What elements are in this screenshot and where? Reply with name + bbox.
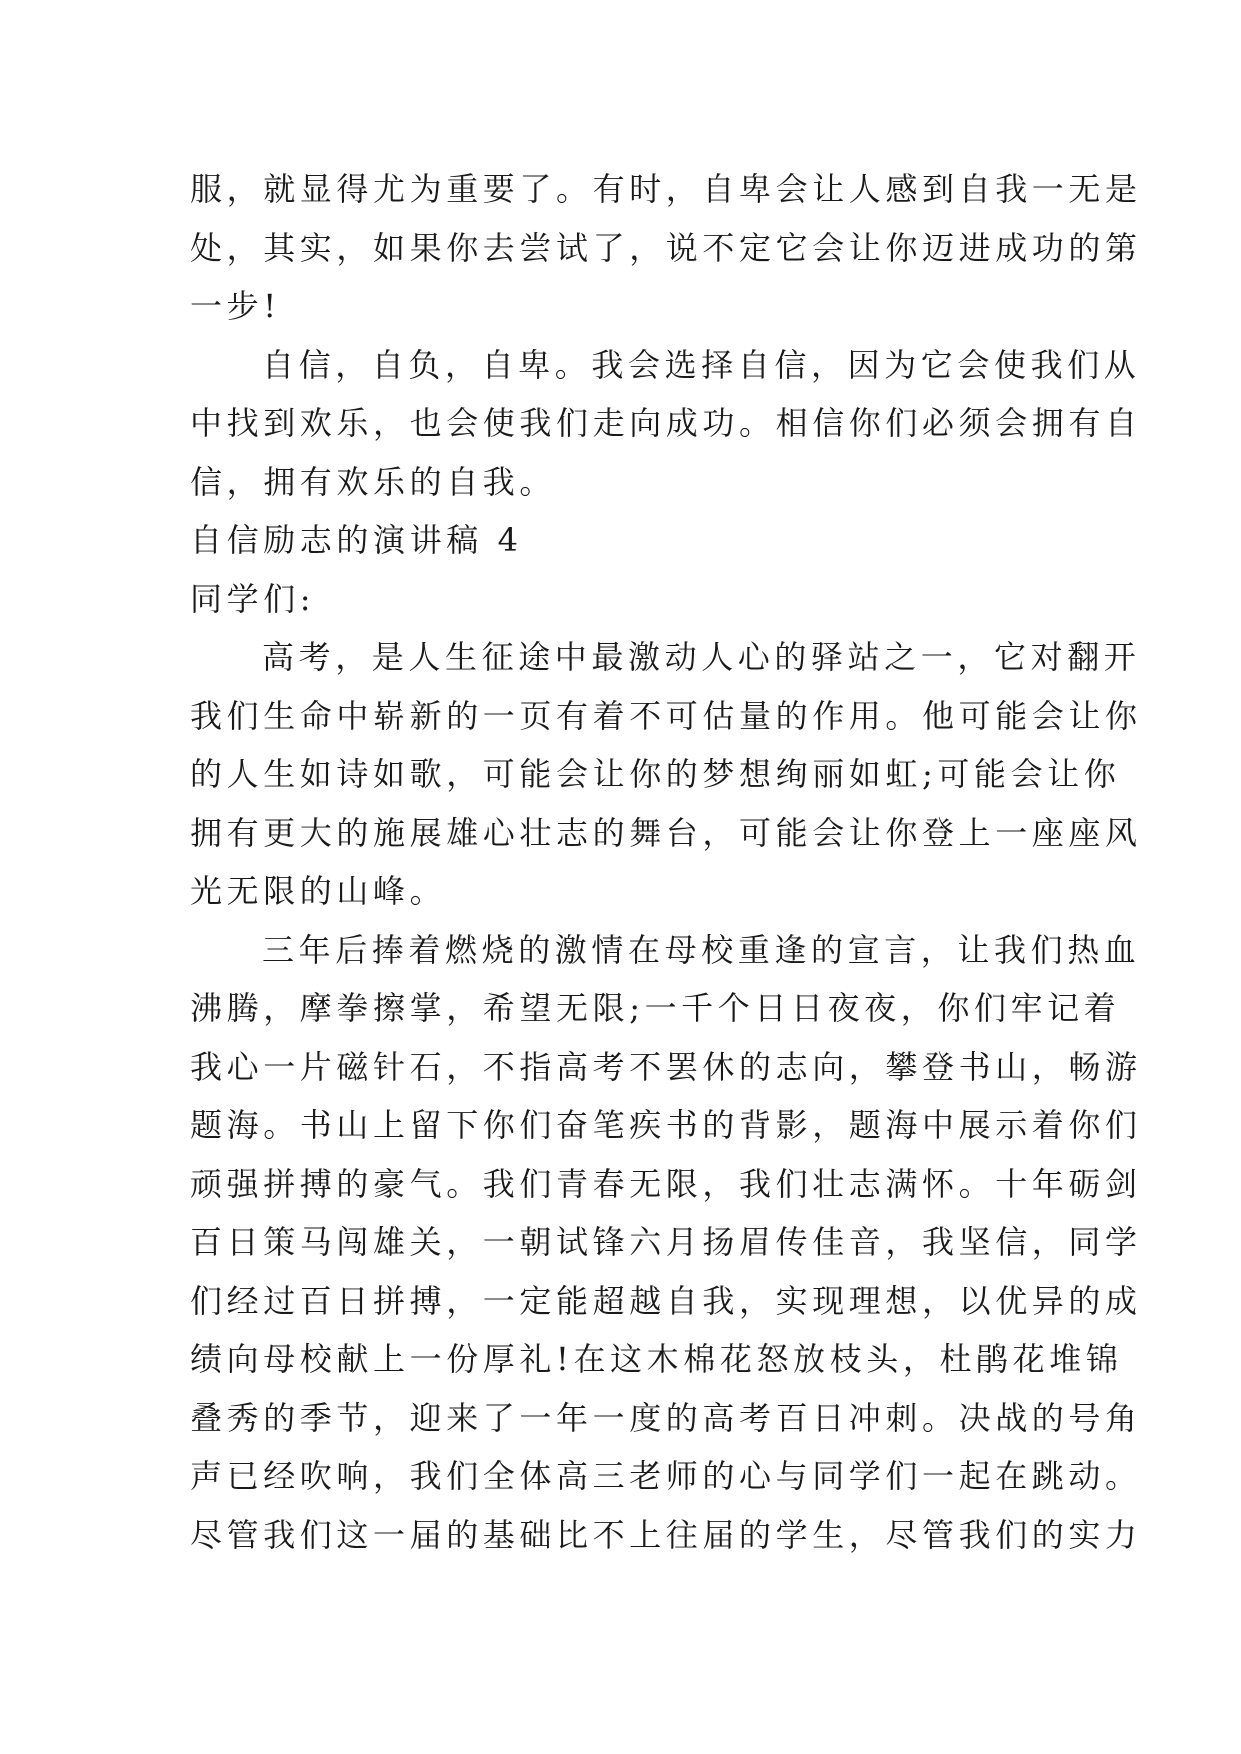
text-line: 声已经吹响，我们全体高三老师的心与同学们一起在跳动。	[190, 1457, 1142, 1495]
text-line: 的人生如诗如歌，可能会让你的梦想绚丽如虹;可能会让你	[190, 755, 1121, 793]
text-line: 绩向母校献上一份厚礼!在这木棉花怒放枝头，杜鹃花堆锦	[190, 1340, 1123, 1378]
text-line: 沸腾，摩拳擦掌，希望无限;一千个日日夜夜，你们牢记着	[190, 989, 1121, 1027]
text-line: 我心一片磁针石，不指高考不罢休的志向，攀登书山，畅游	[190, 1047, 1142, 1086]
text-line: 我们生命中崭新的一页有着不可估量的作用。他可能会让你	[190, 696, 1142, 735]
text-line: 一步!	[190, 287, 281, 325]
salutation: 同学们:	[190, 579, 316, 618]
text-line: 高考，是人生征途中最激动人心的驿站之一，它对翻开	[262, 638, 1141, 676]
section-title: 自信励志的演讲稿 4	[190, 521, 523, 559]
paragraph-3	[190, 628, 1142, 921]
text-line: 自信，自负，自卑。我会选择自信，因为它会使我们从	[262, 345, 1141, 384]
text-line: 光无限的山峰。	[190, 872, 447, 910]
text-line: 尽管我们这一届的基础比不上往届的学生，尽管我们的实力	[190, 1515, 1142, 1554]
text-line: 拥有更大的施展雄心壮志的舞台，可能会让你登上一座座风	[190, 813, 1142, 852]
paragraph-2	[190, 336, 1142, 512]
text-line: 中找到欢乐，也会使我们走向成功。相信你们必须会拥有自	[190, 404, 1142, 442]
text-line: 处，其实，如果你去尝试了，说不定它会让你迈进成功的第	[190, 228, 1142, 267]
paragraph-4	[190, 921, 1142, 1565]
text-line: 百日策马闯雄关，一朝试锋六月扬眉传佳音，我坚信，同学	[190, 1223, 1142, 1261]
text-line: 题海。书山上留下你们奋笔疾书的背影，题海中展示着你们	[190, 1106, 1142, 1144]
document-body	[190, 160, 1142, 1564]
text-line: 信，拥有欢乐的自我。	[190, 462, 557, 501]
text-line: 顽强拼搏的豪气。我们青春无限，我们壮志满怀。十年砺剑	[190, 1164, 1142, 1203]
text-line: 服，就显得尤为重要了。有时，自卑会让人感到自我一无是	[190, 170, 1142, 208]
text-line: 三年后捧着燃烧的激情在母校重逢的宣言，让我们热血	[262, 930, 1141, 969]
text-line: 们经过百日拼搏，一定能超越自我，实现理想，以优异的成	[190, 1281, 1142, 1320]
text-line: 叠秀的季节，迎来了一年一度的高考百日冲刺。决战的号角	[190, 1398, 1142, 1437]
paragraph-1	[190, 160, 1142, 336]
